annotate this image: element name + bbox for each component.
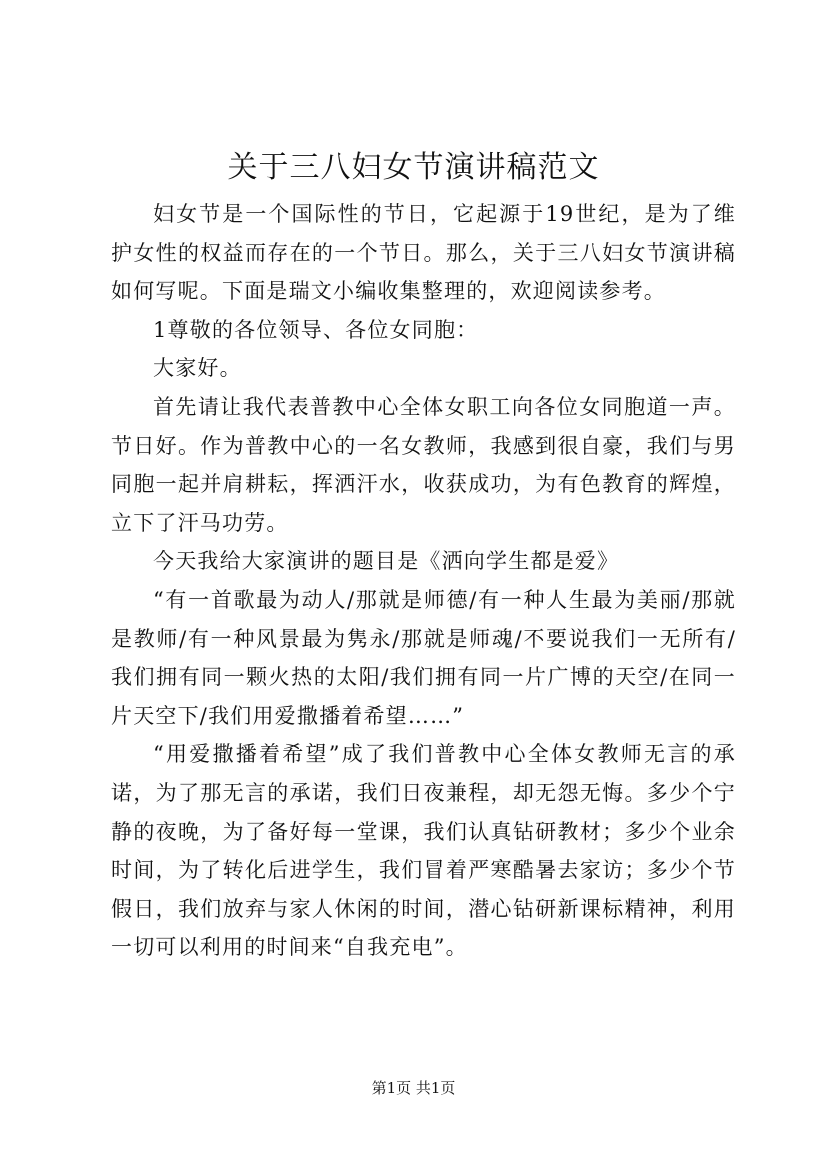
paragraph-opening: 首先请让我代表普教中心全体女职工向各位女同胞道一声。节日好。作为普教中心的一名女教师，我感到很自豪，我们与男同胞一起并肩耕耘，挥洒汗水，收获成功，为有色教育的辉煌，立下了汗马功劳。: [111, 394, 736, 535]
paragraph-poem: “有一首歌最为动人/那就是师德/有一种人生最为美丽/那就是教师/有一种风景最为隽永/那就是师魂/不要说我们一无所有/我们拥有同一颗火热的太阳/我们拥有同一片广博的天空/在同一片天空下/我们用爱撒播着希望……”: [111, 587, 736, 728]
paragraph-promise: “用爱撒播着希望”成了我们普教中心全体女教师无言的承诺，为了那无言的承诺，我们日夜兼程，却无怨无悔。多少个宁静的夜晚，为了备好每一堂课，我们认真钻研教材；多少个业余时间，为了转化后进学生，我们冒着严寒酷暑去家访；多少个节假日，我们放弃与家人休闲的时间，潜心钻研新课标精神，利用一切可以利用的时间来“自我充电”。: [111, 742, 736, 960]
document-title: 关于三八妇女节演讲稿范文: [227, 150, 600, 185]
paragraph-topic: 今天我给大家演讲的题目是《洒向学生都是爱》: [153, 549, 620, 574]
page-footer: 第1页 共1页: [371, 1079, 456, 1097]
document-body: [111, 195, 736, 967]
paragraph-salutation: 1尊敬的各位领导、各位女同胞：: [153, 317, 479, 342]
paragraph-intro: 妇女节是一个国际性的节日，它起源于19世纪，是为了维护女性的权益而存在的一个节日。那么，关于三八妇女节演讲稿如何写呢。下面是瑞文小编收集整理的，欢迎阅读参考。: [111, 202, 736, 304]
paragraph-greeting: 大家好。: [153, 356, 242, 381]
